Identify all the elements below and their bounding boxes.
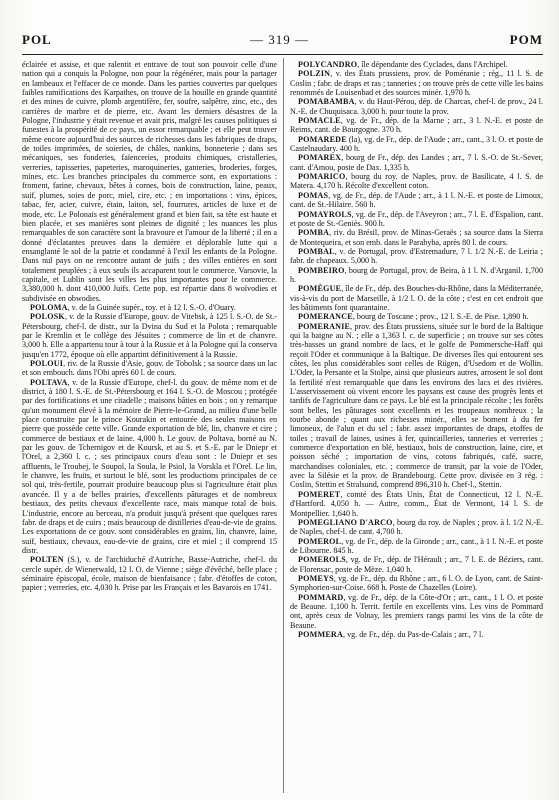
entry-headword: POMERET [298, 489, 341, 499]
dictionary-entry [290, 266, 543, 285]
entry-definition: , vg. de Fr., dép. de la Côte-d'Or ; arr., cant., 1 l. O. et poste de Beaune. 1,100 h. Territ. fertile en excellents vins. Les vins de Pommard ont, après ceux de Volnay, les premiers rangs parmi les vins de la côte de Beaune. [290, 592, 543, 630]
entry-headword: POLOMA [30, 302, 68, 312]
dictionary-entry [290, 228, 543, 247]
entry-headword: POMERANIE [298, 321, 351, 331]
entry-definition: , vg. de Fr., dép. de la Gironde ; arr., cant., à 1 l. N.-E. et poste de Libourne. 845 h. [290, 536, 543, 555]
entry-definition: , bourg de Fr., dép. des Landes ; arr., 7 l. S.-O. de St.-Sever, cant. d'Amou, poste de Dax. 1,335 h. [290, 153, 543, 172]
entry-definition: (la), vg. de Fr., dép. de l'Aude ; arr., cant., 3 l. O. et poste de Castelnaudary. 400 h. [290, 134, 543, 154]
dictionary-entry [22, 303, 277, 312]
entry-definition: , v. de la Guinée supér., roy. et à 12 l. S.-O. d'Ouary. [67, 302, 236, 312]
entry-headword: POMAS [298, 190, 329, 200]
entry-headword: POMARICO [298, 172, 346, 182]
dictionary-entry [290, 322, 543, 490]
dictionary-entry [290, 69, 543, 97]
entry-headword: POLTAVA [30, 377, 68, 387]
entry-definition: , v. de Portugal, prov. d'Estremadure, 7 l. 1/2 N.-E. de Leiria ; fabr. de chapeaux. 5,000 h. [290, 246, 543, 266]
entry-headword: POMACLE [298, 116, 341, 126]
entry-definition: , île de Fr., dép. des Bouches-du-Rhône, dans la Méditerranée, vis-à-vis du port de Marseille, à 1/2 l. O. de la côte ; c'est en cet endroit que les bâtiments font quarantaine. [290, 284, 543, 312]
entry-definition: , bourg de Toscane ; prov., 12 l. S.-E. de Pise. 1,890 h. [352, 312, 529, 322]
entry-headword: POMÈGUE [298, 284, 342, 294]
dictionary-entry [290, 593, 543, 630]
entry-headword: POMAYROLS [298, 209, 352, 219]
page-header [0, 32, 559, 54]
entry-headword: POMEROLS [298, 555, 346, 565]
entry-definition: , v. de la Russie d'Europe, chef-l. du gouv. de même nom et de district, à 180 l. S.-E. de St.-Pétersbourg et 164 l. S.-O. de Moscou ; protégée par des fortifications et une citadelle ; maisons bâties en bois ; on y remarque qu'un monument élevé à la mémoire de Pierre-le-Grand, au milieu d'une belle place construite par le prince Kourakin et entourée des seules maisons en pierre que possède cette ville. Grande exportation de blé, lin, chanvre et cire ; commerce de bestiaux et de laine. 4,000 h. Le gouv. de Poltava, borné au N. par les gouv. de Tchernigov et de Koursk, et au S. et S.-E. par le Dniepr et l'Orel, a 2,360 l. c. ; ses principaux cours d'eau sont : le Dniepr et ses affluents, le Troubej, le Soupoï, la Soula, le Psiol, la Vorskla et l'Orel. Le lin, le chanvre, les fruits, et surtout le blé, sont les productions principales de ce sol qui, très-fertile, pourrait produire beaucoup plus si l'agriculture était plus avancée. Il y a de belles prairies, d'excellents pâturages et de nombreux bestiaux, des petits chevaux d'excellente race, mais manque total de bois. L'industrie, encore au berceau, n'a produit jusqu'à présent que quelques rares fabr. de draps et de cuirs ; mais beaucoup de distilleries d'eau-de-vie de grains. Les exportations de ce gouv. sont considérables en grains, lin, chanvre, laine, suif, bestiaux, chevaux, eau-de-vie de grains, cire et miel ; il comprend 15 distr. [22, 377, 277, 555]
entry-headword: POMBEIRO [298, 265, 345, 275]
entry-headword: POMAREDE [298, 134, 347, 144]
column-divider [283, 58, 284, 793]
dictionary-entry [290, 153, 543, 172]
entry-headword: POMERANCE [298, 312, 353, 322]
dictionary-entry [290, 210, 543, 229]
entry-definition: , riv. de la Russie d'Asie, gouv. de Tobolsk ; sa source dans un lac et son embouch. dans l'Obi après 60 l. de cours. [22, 359, 277, 378]
entry-headword: POMMERA [298, 629, 344, 639]
entry-headword: POMEGLIANO D'ARCO [298, 517, 393, 527]
entry-headword: POLOUI [30, 359, 64, 368]
page-number: — 319 — [250, 32, 309, 47]
dictionary-entry [290, 312, 543, 321]
entry-definition: , vg. de Fr., dép. de l'Aude ; arr., à 1 l. N.-E. et poste de Limoux, cant. de St.-Hilaire. 560 h. [290, 190, 543, 210]
entry-definition: , vg. de Fr., dép. du Rhône ; arr., 6 l. O. de Lyon, cant. de Saint-Symphorien-sur-Coise. 668 h. Poste de Chazelles (Loire). [290, 573, 543, 593]
dictionary-entry [290, 116, 543, 135]
entry-definition: , v. de la Russie d'Europe, gouv. de Vitebsk, à 125 l. S.-O. de St.-Pétersbourg, chef-l. de distr., sur la Dvina du Sud et la Polota ; remarquable par le Kremlin et le collège des Jésuites ; commerce de lin et de chanvre. 3,000 h. Elle a appartenu tour à tour à la Russie et à la Pologne qui la conserva jusqu'en 1772, époque où elle appartint définitivement à la Russie. [22, 312, 277, 359]
entry-headword: POMMARD [298, 592, 344, 602]
entry-headword: POMEYS [298, 573, 334, 583]
dictionary-entry [290, 555, 543, 574]
entry-definition: , vg. de Fr., dép. du Pas-de-Calais ; arr., 7 l. [343, 629, 484, 639]
entry-headword: POLOSK [30, 312, 65, 322]
dictionary-entry [290, 490, 543, 518]
entry-definition: , v. du Haut-Pérou, dép. de Charcas, chef-l. de prov., 24 l. N.-E. de Chuquisaca. 3,000 h. pour toute la prov. [290, 97, 543, 116]
entry-headword: POMBA [298, 228, 330, 238]
dictionary-entry [290, 60, 543, 69]
entry-headword: POLYCANDRO [298, 60, 358, 69]
dictionary-entry [290, 537, 543, 556]
right-running-head: POM [509, 32, 543, 47]
dictionary-entry [290, 574, 543, 593]
dictionary-entry [22, 378, 277, 556]
dictionary-entry [290, 191, 543, 210]
dictionary-entry [290, 284, 543, 312]
entry-headword: POMEROL [298, 536, 342, 546]
header-rule [22, 54, 543, 55]
entry-definition: , v. des États prussiens, prov. de Poméranie ; rég., 11 l. S. de Coslin ; fabr. de draps et ras ; tanneries ; on trouve près de cette ville les bains renommés de Louisenbad et des sources minér. 1,970 h. [290, 69, 543, 98]
dictionary-entry [22, 60, 277, 303]
entry-headword: POLTEN [30, 555, 64, 565]
dictionary-entry [290, 97, 543, 116]
entry-headword: POLZIN [298, 69, 331, 79]
entry-definition: , prov. des États prussiens, située sur le bord de la Baltique qui la baigne au N. ; elle a 1,363 l. c. de superficie ; on trouve sur ses côtes très-basses un grand nombre de lacs, et le golfe de Pommersche-Haff qui reçoit l'Oder et communique à la Baltique. De diverses îles qui entourent ses côtes, les plus considérables sont celles de Rügen, d'Usedom et de Wollin. L'Oder, la Persante et la Stolpe, ainsi que plusieurs autres, arrosent le sol dont la fertilité n'est remarquable que dans les environs des lacs et des rivières. L'asservissement où vivent encore les paysans est cause des progrès lents et tardifs de l'agriculture dans ce pays. Le blé est la principale récolte ; les forêts sont belles, les pâturages sont excellents et les troupeaux nombreux ; la tourbe abonde ; quant aux richesses minér., elles se bornent à du fer limoneux, de l'alun et du sel ; fabr. assez importantes de draps, etoffes de toiles ; travail de laines, usines à fer, quincailleries, tanneries et verreries ; commerce d'exportation en blé, bestiaux, bois de construction, laine, cire, et poisson séché ; importation de vins, cotons fabriqués, café, sucre, marchandises coloniales, etc. ; commerce de transit, par la voie de l'Oder, avec la Silésie et la prov. de Brandebourg. Cette prov. divisée en 3 rég. : Coslin, Stettin et Stralsund, comprend 896,310 h. Chef-l., Stettin. [290, 321, 543, 490]
dictionary-entry [290, 135, 543, 154]
entry-definition: , riv. du Brésil, prov. de Minas-Geraës ; sa source dans la Sierra de Montequeira, et son emb. dans le Parahyba, après 80 l. de cours. [290, 228, 543, 247]
entry-headword: POMABAMBA [298, 97, 355, 107]
entry-definition: (S.), v. de l'archiduché d'Autriche, Basse-Autriche, chef-l. du cercle supér. de Wienerwald, 12 l. O. de Vienne ; siège d'évêché, belle place ; séminaire épiscopal, école, maison de bienfaisance ; fabr. d'étoffes de coton, papier ; verreries, etc. 4,030 h. Prise par les Français et les Bavarois en 1741. [22, 555, 277, 593]
entry-definition: , bourg du roy. de Naples ; prov. à l. 1/2 N.-E. de Naples, chef-l. de cant. 4,700 h. [290, 517, 543, 537]
entry-definition: , comté des États Unis, État de Connecticut, 12 l. N.-E. d'Hartford. 4,050 h. — Autre, comm., État de Vermont, 14 l. S. de Montpellier. 1,640 h. [290, 489, 543, 518]
entry-headword: POMAREX [298, 153, 342, 163]
left-running-head: POL [22, 32, 52, 47]
entry-definition: , vg. de Fr., dép. de la Marne ; arr., 3 l. N.-E. et poste de Reims, cant. de Bourgogne. 370 h. [290, 116, 543, 135]
entry-headword: POMBAL [298, 246, 335, 256]
entry-definition: , île dépendante des Cyclades, dans l'Archipel. [357, 60, 508, 69]
dictionary-entry [22, 312, 277, 359]
entry-definition: , vg. de Fr., dép. de l'Hérault ; arr., 7 l. E. de Béziers, cant. de Florensac, poste de Mèze. 1,040 h. [290, 555, 543, 574]
left-column [22, 60, 277, 792]
dictionary-entry [290, 247, 543, 266]
right-column [290, 60, 543, 792]
entry-definition: , vg. de Fr., dép. de l'Aveyron ; arr., 7 l. E. d'Espalion, cant. et poste de St.-Geniès. 900 h. [290, 209, 543, 228]
dictionary-entry [290, 172, 543, 191]
entry-definition: éclairée et assise, et que ralentit et entrave de tout son pouvoir celle d'une nation qui a conquis la Pologne, non pour la régénérer, mais pour la partager en lambeaux et l'effacer de ce monde. Dans les parties couvertes par quelques faibles ramifications des Karpathes, on trouve de la houille en grande quantité et des mines de cuivre, plomb argentifère, fer, soufre, salpêtre, zinc, etc., des carrières de marbre et de pierre, etc. Avant les derniers désastres de la Pologne, l'industrie y était revenue et avait pris, malgré les causes politiques si funestes à la prospérité de ce pays, un essor remarquable ; et elle peut trouver même encore aujourd'hui des sources de richesses dans les fabriques de draps, de toiles imprimées, de soieries, de châles, nankins, bonneterie ; dans ses mécaniques, ses fonderies, faïenceries, produits chimiques, cristalleries, verreries, tapisseries, papeteries, maroquineries, ganteries, broderies, forges, mines, etc. Les branches principales du commerce sont, en exportations : froment, farine, chevaux, bêtes à cornes, bois de construction, laine, peaux, suif, plumes, soies de porc, miel, cire, etc. ; en importations : vins, épices, tabac, fer, acier, cuivre, étain, laiton, sel, fourrures, articles de luxe et de mode, etc. Le Polonais est généralement grand et bien fait, sa tête est haute et bien placée, et ses manières sont pleines de dignité ; les nuances les plus remarquables de son caractère sont la bravoure et l'amour de la liberté ; il en a donné d'éclatantes preuves dans la dernière et déplorable lutte qui a ensanglanté le sol de la patrie et condamné à l'exil les enfants de la Pologne. Dans nul pays on ne rencontre autant de juifs ; des villes entières en sont totalement peuplées ; à eux seuls ils accaparent tout le commerce. Varsovie, la capitale, et Lublin sont les villes les plus importantes pour le commerce. 3,380,000 h. dont 410,000 Juifs. Cette pop. est répartie dans 8 woïvodies et subdivisée en obwodies. [22, 60, 277, 303]
entry-definition: , bourg de Portugal, prov. de Beira, à 1 l. N. d'Arganil. 1,700 h. [290, 265, 543, 284]
entry-definition: , bourg du roy. de Naples, prov. de Basilicate, 4 l. S. de Matera. 4,170 h. Récolte d'excellent coton. [290, 172, 543, 191]
dictionary-entry [22, 359, 277, 378]
dictionary-entry [22, 555, 277, 592]
dictionary-entry [290, 630, 543, 639]
dictionary-entry [290, 518, 543, 537]
